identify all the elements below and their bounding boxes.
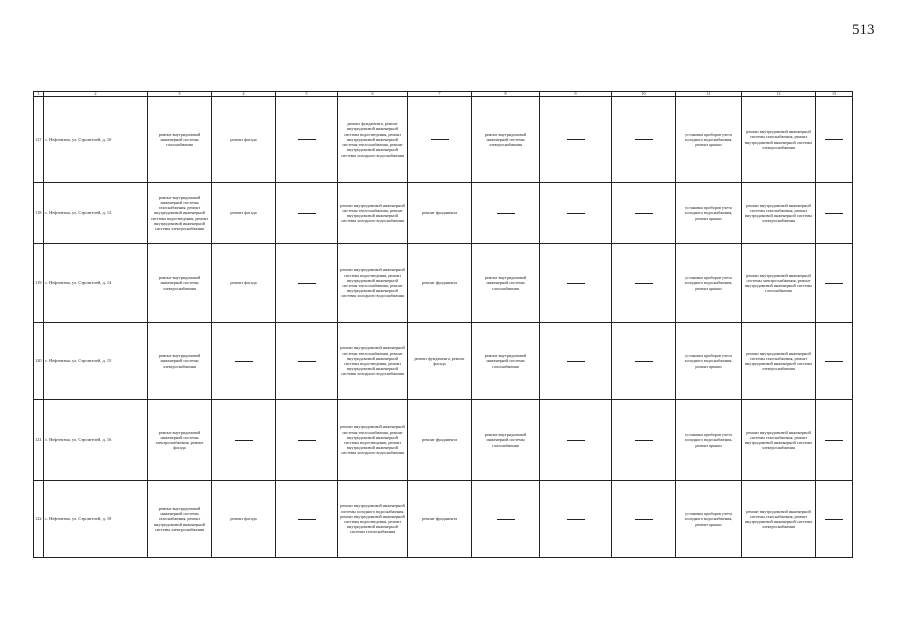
dash-mark: [635, 519, 653, 520]
row-number-cell: 118: [34, 183, 44, 244]
col10-works-cell: [612, 183, 676, 244]
col4-works-cell: ремонт фасада: [212, 481, 276, 558]
table-row: [34, 323, 853, 400]
table-row: [34, 400, 853, 481]
col6-works-cell: ремонт внутридомовой инженерной системы теплоснабжения, ремонт внутридомовой инженерной системы холодного водоснабжения: [338, 183, 408, 244]
dash-mark: [635, 139, 653, 140]
column-number-cell: 4: [212, 92, 276, 97]
dash-mark: [298, 440, 316, 441]
col9-works-cell: [540, 244, 612, 323]
column-number-cell: 11: [676, 92, 742, 97]
column-number-cell: 2: [44, 92, 148, 97]
dash-mark: [567, 519, 585, 520]
dash-mark: [825, 519, 843, 520]
dash-mark: [298, 139, 316, 140]
column-number-cell: 6: [338, 92, 408, 97]
col12-works-cell: ремонт внутридомовой инженерной системы газоснабжения, ремонт внутридомовой инженерной системы электроснабжения: [742, 323, 816, 400]
dash-mark: [567, 440, 585, 441]
col3-works-cell: ремонт внутридомовой инженерной системы электроснабжения: [148, 244, 212, 323]
dash-mark: [825, 283, 843, 284]
page-number: 513: [852, 22, 875, 38]
dash-mark: [567, 361, 585, 362]
col5-works-cell: [276, 323, 338, 400]
col9-works-cell: [540, 97, 612, 183]
col5-works-cell: [276, 244, 338, 323]
col9-works-cell: [540, 400, 612, 481]
col7-works-cell: [408, 97, 472, 183]
col3-works-cell: ремонт внутридомовой инженерной системы газоснабжения, ремонт внутридомовой инженерной системы водоотведения, ремонт внутридомовой инженерной системы электроснабжения: [148, 183, 212, 244]
dash-mark: [825, 139, 843, 140]
row-number-cell: 120: [34, 323, 44, 400]
col3-works-cell: ремонт внутридомовой инженерной системы газоснабжения: [148, 97, 212, 183]
table-row: [34, 183, 853, 244]
col4-works-cell: ремонт фасада: [212, 183, 276, 244]
col12-works-cell: ремонт внутридомовой инженерной системы газоснабжения, ремонт внутридомовой инженерной системы электроснабжения: [742, 481, 816, 558]
col13-works-cell: [816, 323, 853, 400]
row-number-cell: 122: [34, 481, 44, 558]
col5-works-cell: [276, 183, 338, 244]
col13-works-cell: [816, 97, 853, 183]
col9-works-cell: [540, 323, 612, 400]
col9-works-cell: [540, 481, 612, 558]
col8-works-cell: ремонт внутридомовой инженерной системы газоснабжения: [472, 244, 540, 323]
dash-mark: [298, 213, 316, 214]
col5-works-cell: [276, 97, 338, 183]
table-row: [34, 97, 853, 183]
column-number-cell: 13: [816, 92, 853, 97]
col8-works-cell: ремонт внутридомовой инженерной системы электроснабжения: [472, 97, 540, 183]
column-number-cell: 3: [148, 92, 212, 97]
address-cell: с. Нефтеизма, ул. Строителей, д. 12: [44, 183, 148, 244]
col4-works-cell: ремонт фасада: [212, 97, 276, 183]
col13-works-cell: [816, 244, 853, 323]
col6-works-cell: ремонт внутридомовой инженерной системы теплоснабжения, ремонт внутридомовой инженерной системы водоотведения, ремонт внутридомовой инженерной системы холодного водоснабжения: [338, 400, 408, 481]
dash-mark: [298, 519, 316, 520]
col10-works-cell: [612, 97, 676, 183]
dash-mark: [497, 519, 515, 520]
dash-mark: [635, 361, 653, 362]
column-number-cell: 1: [34, 92, 44, 97]
col4-works-cell: [212, 400, 276, 481]
col12-works-cell: ремонт внутридомовой инженерной системы электроснабжения, ремонт внутридомовой инженерной системы газоснабжения: [742, 244, 816, 323]
column-number-cell: 12: [742, 92, 816, 97]
col8-works-cell: [472, 481, 540, 558]
col11-works-cell: установка приборов учета холодного водоснабжения, ремонт крыши: [676, 97, 742, 183]
address-cell: с. Нефтеизма, ул. Строителей, д. 18: [44, 481, 148, 558]
col11-works-cell: установка приборов учета холодного водоснабжения, ремонт крыши: [676, 400, 742, 481]
dash-mark: [431, 139, 449, 140]
dash-mark: [635, 213, 653, 214]
table-row: [34, 481, 853, 558]
address-cell: с. Нефтеизма, ул. Строителей, д. 14: [44, 244, 148, 323]
col12-works-cell: ремонт внутридомовой инженерной системы газоснабжения, ремонт внутридомовой инженерной системы электроснабжения: [742, 183, 816, 244]
column-number-cell: 7: [408, 92, 472, 97]
col3-works-cell: ремонт внутридомовой инженерной системы электроснабжения, ремонт фасада: [148, 400, 212, 481]
column-number-cell: 9: [540, 92, 612, 97]
col11-works-cell: установка приборов учета холодного водоснабжения, ремонт крыши: [676, 183, 742, 244]
col6-works-cell: ремонт фундамента, ремонт внутридомовой инженерной системы водоотведения, ремонт внутридомовой инженерной системы теплоснабжения, ремонт внутридомовой инженерной системы холодного водоснабжения: [338, 97, 408, 183]
col10-works-cell: [612, 323, 676, 400]
dash-mark: [235, 361, 253, 362]
col11-works-cell: установка приборов учета холодного водоснабжения, ремонт крыши: [676, 481, 742, 558]
col13-works-cell: [816, 481, 853, 558]
repair-schedule-table: [33, 91, 853, 558]
col9-works-cell: [540, 183, 612, 244]
dash-mark: [497, 213, 515, 214]
dash-mark: [825, 213, 843, 214]
table-row: [34, 244, 853, 323]
col5-works-cell: [276, 481, 338, 558]
col11-works-cell: установка приборов учета холодного водоснабжения, ремонт крыши: [676, 244, 742, 323]
col7-works-cell: ремонт фундамента: [408, 481, 472, 558]
col4-works-cell: [212, 323, 276, 400]
column-number-cell: 10: [612, 92, 676, 97]
dash-mark: [825, 440, 843, 441]
col7-works-cell: ремонт фундамента, ремонт фасада: [408, 323, 472, 400]
col7-works-cell: ремонт фундамента: [408, 400, 472, 481]
col5-works-cell: [276, 400, 338, 481]
dash-mark: [635, 283, 653, 284]
address-cell: с. Нефтеизма, ул. Строителей, д. 15: [44, 323, 148, 400]
address-cell: с. Нефтеизма, ул. Строителей, д. 16: [44, 400, 148, 481]
col6-works-cell: ремонт внутридомовой инженерной системы водоотведения, ремонт внутридомовой инженерной системы теплоснабжения, ремонт внутридомовой инженерной системы холодного водоснабжения: [338, 244, 408, 323]
col11-works-cell: установка приборов учета холодного водоснабжения, ремонт крыши: [676, 323, 742, 400]
col7-works-cell: ремонт фундамента: [408, 244, 472, 323]
col12-works-cell: ремонт внутридомовой инженерной системы газоснабжения, ремонт внутридомовой инженерной системы электроснабжения: [742, 97, 816, 183]
col10-works-cell: [612, 244, 676, 323]
col3-works-cell: ремонт внутридомовой инженерной системы газоснабжения, ремонт внутридомовой инженерной системы электроснабжения: [148, 481, 212, 558]
dash-mark: [825, 361, 843, 362]
col10-works-cell: [612, 481, 676, 558]
col13-works-cell: [816, 183, 853, 244]
col8-works-cell: ремонт внутридомовой инженерной системы газоснабжения: [472, 323, 540, 400]
col3-works-cell: ремонт внутридомовой инженерной системы электроснабжения: [148, 323, 212, 400]
dash-mark: [567, 283, 585, 284]
col6-works-cell: ремонт внутридомовой инженерной системы теплоснабжения, ремонт внутридомовой инженерной системы водоотведения, ремонт внутридомовой инженерной системы холодного водоснабжения: [338, 323, 408, 400]
dash-mark: [298, 361, 316, 362]
col7-works-cell: ремонт фундамента: [408, 183, 472, 244]
row-number-cell: 117: [34, 97, 44, 183]
dash-mark: [235, 440, 253, 441]
address-cell: с. Нефтеизма, ул. Строителей, д. 10: [44, 97, 148, 183]
row-number-cell: 121: [34, 400, 44, 481]
col8-works-cell: [472, 183, 540, 244]
dash-mark: [567, 213, 585, 214]
dash-mark: [635, 440, 653, 441]
col6-works-cell: ремонт внутридомовой инженерной системы холодного водоснабжения, ремонт внутридомовой инженерной системы водоотведения, ремонт внутридомовой инженерной системы теплоснабжения: [338, 481, 408, 558]
row-number-cell: 119: [34, 244, 44, 323]
column-number-cell: 8: [472, 92, 540, 97]
dash-mark: [298, 283, 316, 284]
col4-works-cell: ремонт фасада: [212, 244, 276, 323]
col10-works-cell: [612, 400, 676, 481]
col12-works-cell: ремонт внутридомовой инженерной системы газоснабжения, ремонт внутридомовой инженерной системы электроснабжения: [742, 400, 816, 481]
column-number-cell: 5: [276, 92, 338, 97]
col8-works-cell: ремонт внутридомовой инженерной системы газоснабжения: [472, 400, 540, 481]
col13-works-cell: [816, 400, 853, 481]
dash-mark: [567, 139, 585, 140]
